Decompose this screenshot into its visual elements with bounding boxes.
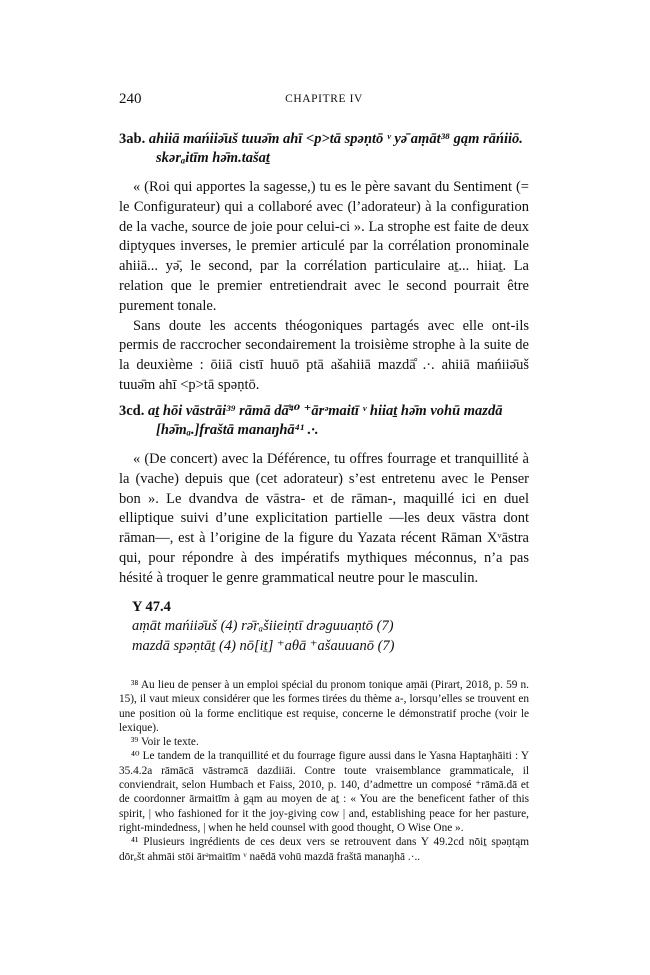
- verse-line: aṃāt mańiiə̄uš (4) rə̄rₐšiieiṇtī drəguuaṇtō (7): [132, 618, 394, 634]
- verse-block: [119, 598, 529, 656]
- verse-title: Y 47.4: [132, 599, 171, 615]
- avestan-line-2: [hə̄mₐ.]fraštā manaŋhā⁴¹ .·.: [156, 422, 319, 438]
- commentary-3ab: [119, 178, 529, 396]
- section-heading-3ab: [119, 130, 529, 168]
- commentary-3cd: [119, 450, 529, 589]
- section-label: 3cd.: [119, 403, 145, 419]
- paragraph: « (De concert) avec la Déférence, tu offres fourrage et tranquillité à la (vache) depuis que (cet adorateur) s’est entretenu avec le Penser bon ». Le dvandva de vāstra- et de rāman-, maquillé ici en duel elliptique suivi d’une explicitation partielle —les deux vāstra dont rāman—, est à l’origine de la figure du Yazata récent Rāman Xᵛāstra qui, pour répondre à des impératifs mythiques méconnus, n’a pas hésité à troquer le genre grammatical neutre pour le masculin.: [119, 451, 529, 586]
- footnote-38: ³⁸ Au lieu de penser à un emploi spécial du pronom tonique aṃāi (Pirart, 2018, p. 59 n. 15), il vaut mieux considérer que les formes tirées du thème a-, lorsqu’elles se trouvent en une position où la forme enclitique est requise, concerne le démonstratif proche (voir le lexique).: [119, 679, 529, 734]
- section-heading-3cd: [119, 402, 529, 440]
- footnote-39: ³⁹ Voir le texte.: [131, 736, 199, 749]
- paragraph: « (Roi qui apportes la sagesse,) tu es le père savant du Sentiment (= le Configurateur) qui a collaboré avec (l’adorateur) à la configuration de la vache, source de joie pour celui-ci ». La strophe est faite de deux diptyques inverses, le premier articulé par la corrélation pronominale ahiiā... yə̄, le second, par la corrélation particulaire aṯ... hiiaṯ. La relation que le premier entretiendrait avec le second pourrait être purement tonale.: [119, 179, 529, 314]
- page-number: 240: [119, 91, 142, 107]
- footnotes: [119, 678, 529, 864]
- section-label: 3ab.: [119, 131, 146, 147]
- avestan-line-2: skərₐitīm hə̄m.tašaṯ: [156, 150, 270, 166]
- avestan-line-1: ahiiā mańiiə̄uš tuuə̄m ahī <p>tā spəṇtō ᵛ yə̄ aṃāt³⁸ gąm rāńiiō.: [148, 131, 523, 147]
- avestan-line-1: aṯ hōi vāstrāi³⁹ rāmā dā̊⁴⁰ ⁺ārᵊmaitī ᵛ hiiaṯ hə̄m vohū mazdā: [148, 403, 503, 419]
- footnote-41: ⁴¹ Plusieurs ingrédients de ces deux vers se retrouvent dans Y 49.2cd nōiṯ spəṇtąm dōrₑšt ahmāi stōi ārᵊmaitīm ᵛ naēdā vohū mazdā fraštā manaŋhā .·..: [119, 836, 529, 863]
- verse-line: mazdā spəṇtāṯ (4) nō[iṯ] ⁺aθā ⁺ašauuanō (7): [132, 637, 395, 654]
- page-header: [119, 91, 529, 111]
- footnote-40: ⁴⁰ Le tandem de la tranquillité et du fourrage figure aussi dans le Yasna Haptaŋhāiti : Y 35.4.2a rāmācā vāstrəmcā dazdiiāi. Contre toute vraisemblance grammaticale, il conviendrait, selon Humbach et Faiss, 2010, p. 140, d’admettre un composé ⁺rāmā.dā et de coordonner ārmaitīm à gąm au moyen de aṯ : « You are the beneficent father of this spirit, | who fashioned for it the joy-giving cow | and, establishing peace for her pasture, right-mindedness, | when he held counsel with good thought, O Wise One ».: [119, 750, 529, 834]
- running-title: CHAPITRE IV: [285, 93, 363, 105]
- paragraph: Sans doute les accents théogoniques partagés avec elle ont-ils permis de raccrocher secondairement la troisième strophe à la suite de la deuxième : ōiiā cistī huuō ptā ašahiiā mazdā̊ .·. ahiiā mańiiə̄uš tuuə̄m ahī <p>tā spəṇtō.: [119, 317, 529, 393]
